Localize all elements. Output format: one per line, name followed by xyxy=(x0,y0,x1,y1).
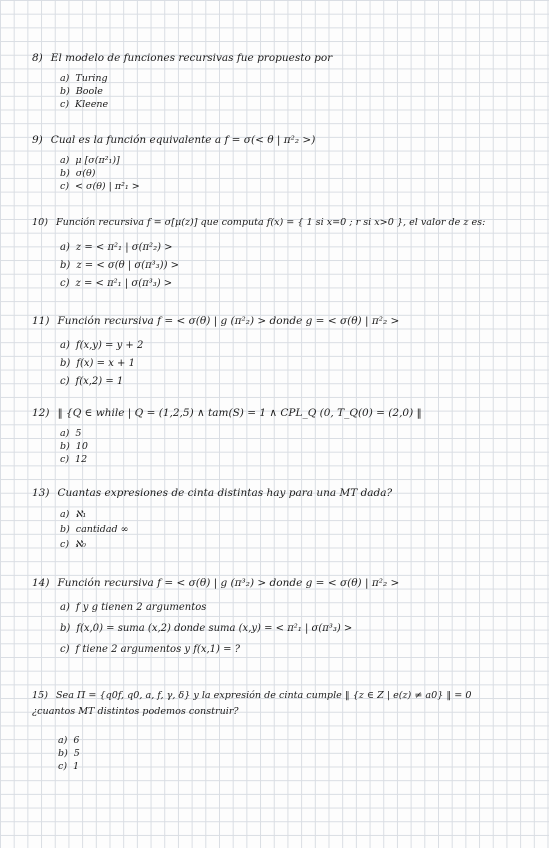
option-label: b) xyxy=(60,623,71,634)
option-text: f(x,y) = y + 2 xyxy=(75,340,144,351)
option-label: a) xyxy=(60,602,70,613)
question-statement: Sea Π = {q0f, q0, a, f, γ, δ} y la expresión de cinta cumple ‖ {z ∈ Z | e(z) ≠ a0} ‖ = 0 xyxy=(55,690,472,701)
option-a xyxy=(60,72,542,85)
options-list xyxy=(60,597,542,660)
option-text: 12 xyxy=(75,454,88,465)
question-text xyxy=(32,313,542,329)
option-label: b) xyxy=(60,358,71,369)
option-label: c) xyxy=(60,278,70,289)
option-label: b) xyxy=(60,260,71,271)
option-text: Turing xyxy=(75,73,108,84)
option-text: f y g tienen 2 argumentos xyxy=(75,602,207,613)
question-11 xyxy=(32,313,542,391)
question-text xyxy=(32,575,542,591)
question-statement: Función recursiva f = < σ(θ) | g (π²₂) > donde g = < σ(θ) | π²₂ > xyxy=(57,315,400,327)
option-a xyxy=(60,597,542,618)
options-list xyxy=(60,507,542,552)
option-b xyxy=(60,618,542,639)
option-text: Boole xyxy=(75,86,103,97)
option-label: c) xyxy=(58,761,68,772)
option-label: c) xyxy=(60,454,70,465)
option-a xyxy=(60,154,542,167)
option-label: b) xyxy=(58,748,68,759)
question-statement: Función recursiva f = σ[μ(z)] que computa f(x) = { 1 si x=0 ; r si x>0 }, el valor de z es: xyxy=(55,217,486,228)
option-c xyxy=(60,98,542,111)
question-text xyxy=(32,485,542,501)
question-13 xyxy=(32,485,542,552)
question-number: 9) xyxy=(32,134,43,146)
option-label: a) xyxy=(60,509,70,520)
option-label: b) xyxy=(60,441,70,452)
option-text: z = < π²₁ | σ(π²₂) > xyxy=(75,242,173,253)
question-text xyxy=(32,688,542,704)
option-a xyxy=(60,507,542,522)
option-b xyxy=(60,440,542,453)
option-a xyxy=(60,239,542,257)
question-8 xyxy=(32,50,542,111)
options-list xyxy=(60,337,542,391)
option-label: c) xyxy=(60,539,70,550)
option-text: 1 xyxy=(73,761,80,772)
option-text: < σ(θ) | π²₁ > xyxy=(75,181,140,192)
question-statement: ‖ {Q ∈ while | Q = (1,2,5) ∧ tam(S) = 1 ∧ CPL_Q (0, T_Q(0) = (2,0) ‖ xyxy=(57,407,422,419)
option-a xyxy=(60,427,542,440)
question-number: 10) xyxy=(32,217,48,228)
option-text: z = < π²₁ | σ(π³₃) > xyxy=(75,278,173,289)
option-text: ℵ₀ xyxy=(75,539,86,550)
option-c xyxy=(60,275,542,293)
options-list xyxy=(60,72,542,111)
option-c xyxy=(60,639,542,660)
option-label: b) xyxy=(60,524,70,535)
option-text: 5 xyxy=(73,748,80,759)
options-list xyxy=(58,734,542,773)
option-text: μ [σ(π²₁)] xyxy=(75,155,120,166)
option-label: a) xyxy=(60,242,70,253)
question-12 xyxy=(32,405,542,466)
question-statement: Cual es la función equivalente a f = σ(< θ | π²₂ >) xyxy=(50,134,316,146)
option-b xyxy=(60,85,542,98)
option-label: b) xyxy=(60,168,70,179)
option-c xyxy=(58,760,542,773)
options-list xyxy=(60,239,542,293)
question-statement: Función recursiva f = < σ(θ) | g (π³₂) > donde g = < σ(θ) | π²₂ > xyxy=(57,577,400,589)
option-text: Kleene xyxy=(75,99,109,110)
option-label: c) xyxy=(60,181,70,192)
question-number: 14) xyxy=(32,577,50,589)
option-text: 10 xyxy=(75,441,88,452)
question-statement: Cuantas expresiones de cinta distintas hay para una MT dada? xyxy=(57,487,393,499)
option-text: 5 xyxy=(75,428,82,439)
option-b xyxy=(60,522,542,537)
option-a xyxy=(60,337,542,355)
question-10 xyxy=(32,215,542,293)
option-text: f(x) = x + 1 xyxy=(76,358,135,369)
option-b xyxy=(58,747,542,760)
option-text: f tiene 2 argumentos y f(x,1) = ? xyxy=(75,644,240,655)
option-text: f(x,0) = suma (x,2) donde suma (x,y) = < π²₁ | σ(π³₃) > xyxy=(76,623,353,634)
option-text: σ(θ) xyxy=(75,168,96,179)
option-label: c) xyxy=(60,376,70,387)
option-text: 6 xyxy=(73,735,80,746)
question-number: 12) xyxy=(32,407,50,419)
question-number: 11) xyxy=(32,315,50,327)
question-number: 15) xyxy=(32,690,48,701)
option-c xyxy=(60,180,542,193)
question-number: 13) xyxy=(32,487,50,499)
option-label: b) xyxy=(60,86,70,97)
option-a xyxy=(58,734,542,747)
question-text xyxy=(32,50,542,66)
question-number: 8) xyxy=(32,52,43,64)
option-b xyxy=(60,167,542,180)
option-c xyxy=(60,453,542,466)
option-label: a) xyxy=(60,155,70,166)
option-text: cantidad ∞ xyxy=(75,524,129,535)
question-9 xyxy=(32,132,542,193)
option-label: a) xyxy=(60,340,70,351)
question-text-continued: ¿cuantos MT distintos podemos construir? xyxy=(32,706,239,717)
option-label: a) xyxy=(60,428,70,439)
option-label: c) xyxy=(60,99,70,110)
question-text xyxy=(32,132,542,148)
option-b xyxy=(60,257,542,275)
options-list xyxy=(60,427,542,466)
option-label: a) xyxy=(58,735,68,746)
option-label: a) xyxy=(60,73,70,84)
option-c xyxy=(60,537,542,552)
option-c xyxy=(60,373,542,391)
option-b xyxy=(60,355,542,373)
question-text xyxy=(32,405,542,421)
option-text: z = < σ(θ | σ(π³₃)) > xyxy=(76,260,180,271)
option-text: f(x,2) = 1 xyxy=(75,376,124,387)
question-statement: El modelo de funciones recursivas fue propuesto por xyxy=(50,52,333,64)
question-15 xyxy=(32,688,542,773)
question-14 xyxy=(32,575,542,660)
option-label: c) xyxy=(60,644,70,655)
option-text: ℵ₁ xyxy=(75,509,87,520)
question-text xyxy=(32,215,542,231)
options-list xyxy=(60,154,542,193)
